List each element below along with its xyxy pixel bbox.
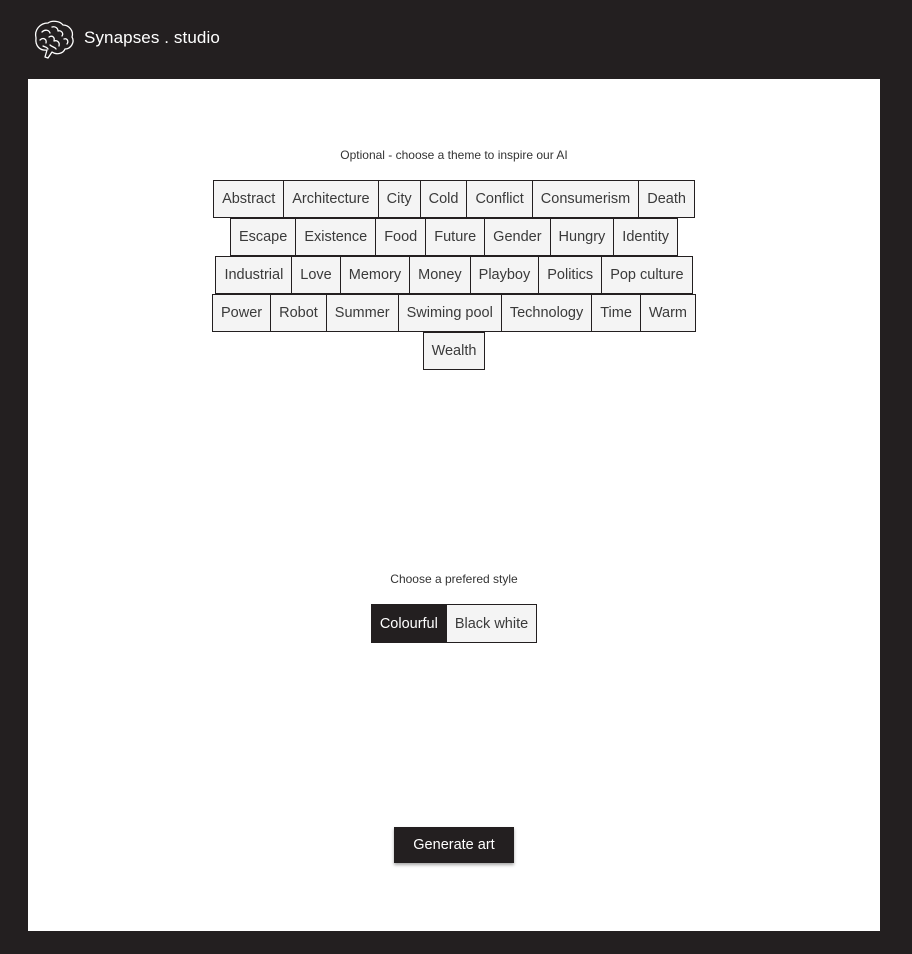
theme-chip-conflict[interactable]: Conflict [466, 180, 532, 218]
theme-chip-technology[interactable]: Technology [501, 294, 592, 332]
theme-chip-pop-culture[interactable]: Pop culture [601, 256, 692, 294]
theme-chip-warm[interactable]: Warm [640, 294, 696, 332]
theme-chip-politics[interactable]: Politics [538, 256, 602, 294]
theme-chip-industrial[interactable]: Industrial [215, 256, 292, 294]
theme-row [28, 332, 880, 370]
theme-chip-identity[interactable]: Identity [613, 218, 678, 256]
main-card [28, 79, 880, 931]
style-prompt: Choose a prefered style [390, 572, 518, 586]
theme-chip-consumerism[interactable]: Consumerism [532, 180, 639, 218]
theme-chip-food[interactable]: Food [375, 218, 426, 256]
brand-name[interactable]: Synapses . studio [84, 28, 220, 47]
theme-chip-money[interactable]: Money [409, 256, 471, 294]
theme-chip-gender[interactable]: Gender [484, 218, 550, 256]
brain-icon[interactable] [30, 18, 76, 62]
theme-chip-hungry[interactable]: Hungry [550, 218, 615, 256]
theme-chip-time[interactable]: Time [591, 294, 641, 332]
theme-chip-power[interactable]: Power [212, 294, 271, 332]
theme-row [28, 218, 880, 256]
theme-prompt: Optional - choose a theme to inspire our AI [340, 148, 568, 162]
style-selector [28, 604, 880, 643]
theme-chip-love[interactable]: Love [291, 256, 340, 294]
theme-row [28, 256, 880, 294]
generate-art-button[interactable]: Generate art [394, 827, 514, 863]
theme-chip-death[interactable]: Death [638, 180, 695, 218]
theme-chip-playboy[interactable]: Playboy [470, 256, 540, 294]
theme-chip-grid [28, 180, 880, 370]
theme-chip-existence[interactable]: Existence [295, 218, 376, 256]
theme-chip-city[interactable]: City [378, 180, 421, 218]
theme-row [28, 180, 880, 218]
theme-row [28, 294, 880, 332]
theme-chip-cold[interactable]: Cold [420, 180, 468, 218]
theme-chip-escape[interactable]: Escape [230, 218, 296, 256]
theme-chip-robot[interactable]: Robot [270, 294, 327, 332]
style-option-colourful[interactable]: Colourful [371, 604, 447, 643]
app-header [0, 0, 912, 79]
theme-chip-abstract[interactable]: Abstract [213, 180, 284, 218]
theme-chip-future[interactable]: Future [425, 218, 485, 256]
theme-chip-memory[interactable]: Memory [340, 256, 410, 294]
theme-chip-architecture[interactable]: Architecture [283, 180, 378, 218]
style-option-black-white[interactable]: Black white [446, 604, 537, 643]
theme-chip-swiming-pool[interactable]: Swiming pool [398, 294, 502, 332]
theme-chip-wealth[interactable]: Wealth [423, 332, 486, 370]
theme-chip-summer[interactable]: Summer [326, 294, 399, 332]
